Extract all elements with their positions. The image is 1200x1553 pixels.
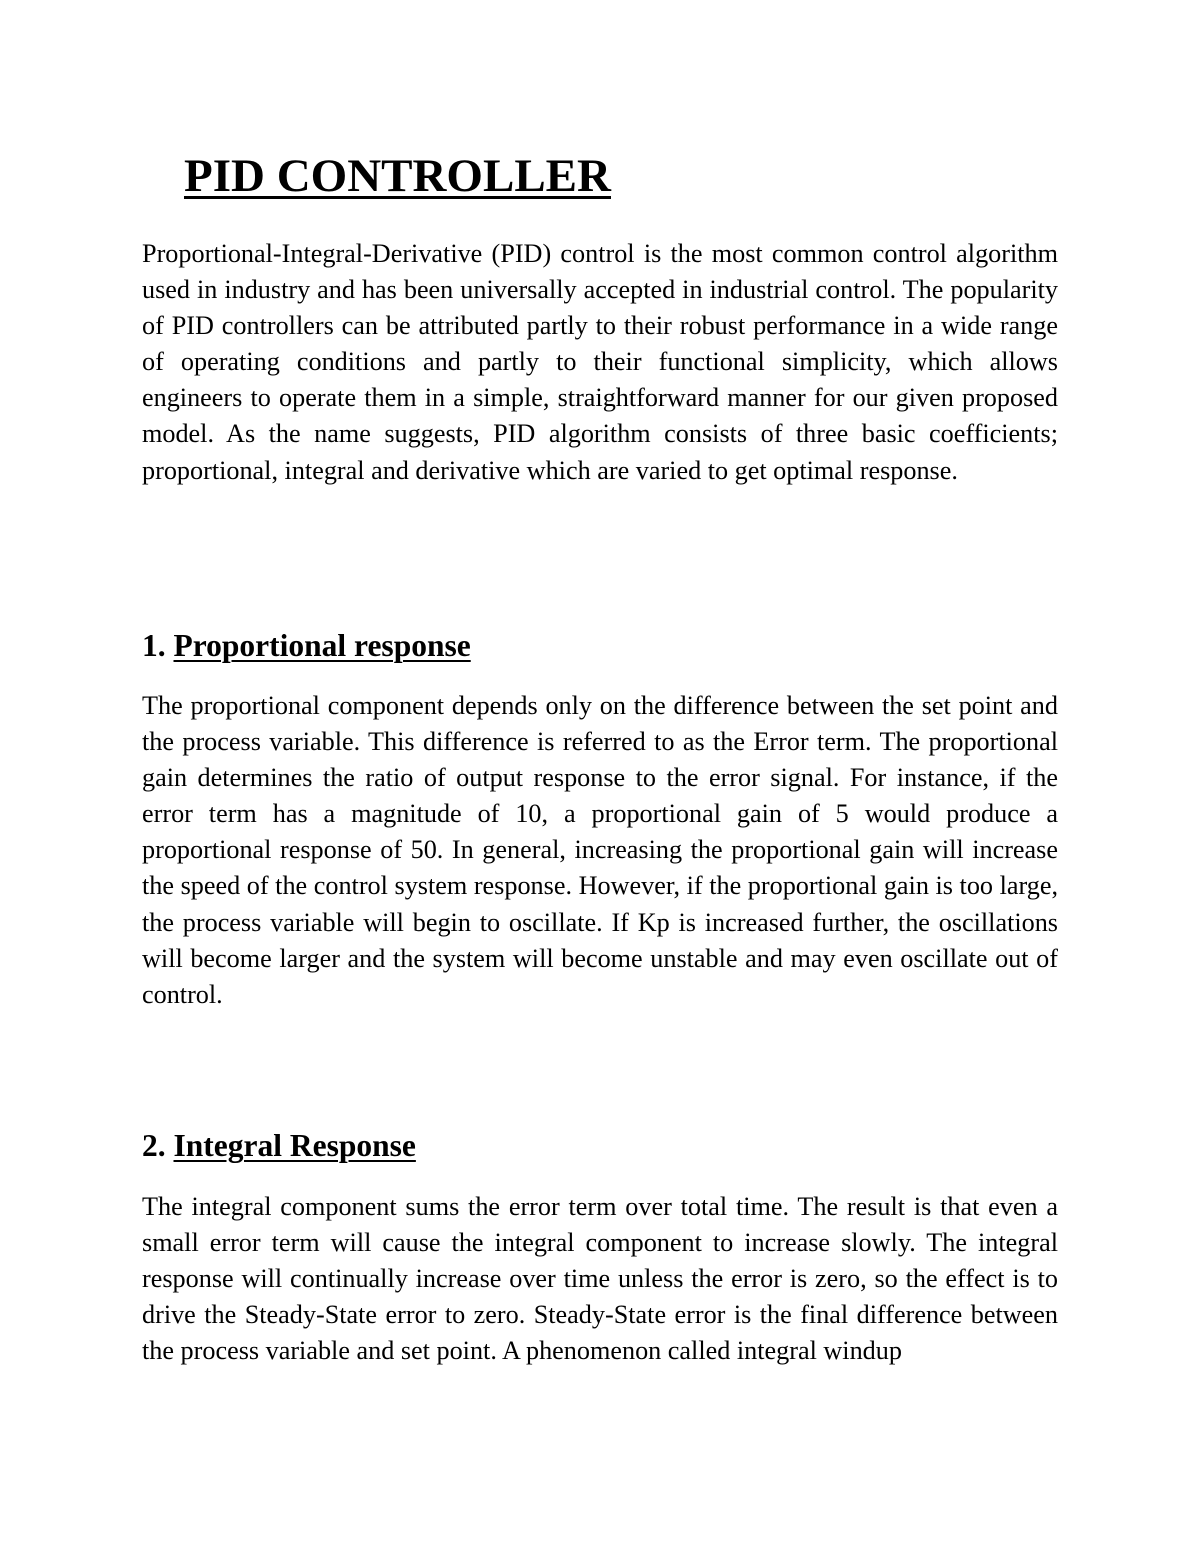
section-number: 2. xyxy=(142,1128,166,1163)
section-heading-label: Proportional response xyxy=(173,628,471,663)
section-paragraph-proportional: The proportional component depends only on the difference between the set point and the process variable. This difference is referred to as the Error term. The proportional gain determines the ratio of output response to the error signal. For instance, if the error term has a magnitude of 10, a proportional gain of 5 would produce a proportional response of 50. In general, increasing the proportional gain will increase the speed of the control system response. However, if the proportional gain is too large, the process variable will begin to oscillate. If Kp is increased further, the oscillations will become larger and the system will become unstable and may even oscillate out of control. xyxy=(142,691,1058,1009)
section-number: 1. xyxy=(142,628,166,663)
section-heading-label: Integral Response xyxy=(173,1128,416,1163)
section-heading-integral xyxy=(142,1126,416,1166)
intro-paragraph: Proportional-Integral-Derivative (PID) control is the most common control algorithm used in industry and has been universally accepted in industrial control. The popularity of PID controllers can be attributed partly to their robust performance in a wide range of operating conditions and partly to their functional simplicity, which allows engineers to operate them in a simple, straightforward manner for our given proposed model. As the name suggests, PID algorithm consists of three basic coefficients; proportional, integral and derivative which are varied to get optimal response. xyxy=(142,239,1058,485)
document-title: PID CONTROLLER xyxy=(184,150,611,202)
section-heading-proportional xyxy=(142,626,471,666)
section-paragraph-integral: The integral component sums the error term over total time. The result is that even a small error term will cause the integral component to increase slowly. The integral response will continually increase over time unless the error is zero, so the effect is to drive the Steady-State error to zero. Steady-State error is the final difference between the process variable and set point. A phenomenon called integral windup xyxy=(142,1192,1058,1366)
